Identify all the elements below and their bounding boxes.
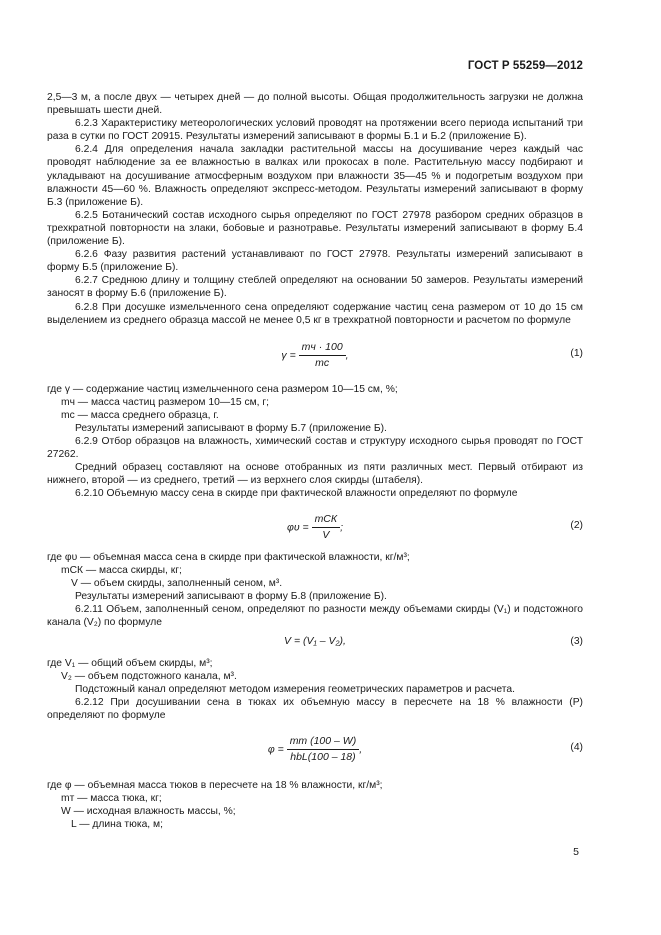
legend-line: где φυ — объемная масса сена в скирде при фактической влажности, кг/м³;	[47, 551, 410, 563]
paragraph-6-2-5: 6.2.5 Ботанический состав исходного сырья определяют по ГОСТ 27978 разбором средних образцов в трехкратной повторности на злаки, бобовые и разнотравье. Результаты измерений записывают в форму Б.4 (приложение Б).	[47, 209, 583, 248]
legend-line: mт — масса тюка, кг;	[61, 792, 162, 804]
paragraph-6-2-3: 6.2.3 Характеристику метеорологических условий проводят на протяжении всего периода испытаний три раза в сутки по ГОСТ 20915. Результаты измерений записывают в формы Б.1 и Б.2 (приложение Б).	[47, 118, 583, 143]
legend-line: mСК — масса скирды, кг;	[61, 564, 182, 576]
paragraph-6-2-4: 6.2.4 Для определения начала закладки растительной массы на досушивание через каждый час проводят наблюдение за ее влажностью в валках или прокосах в поле. Растительную массу подбирают и укладывают на досушивание атмосферным воздухом при влажности 35—45 % и подогретым воздухом при влажности 45—60 %. Влажность определяют экспресс-методом. Результаты измерений записывают в форму Б.3 (приложение Б).	[47, 144, 583, 208]
legend-line: где φ — объемная масса тюков в пересчете на 18 % влажности, кг/м³;	[47, 779, 383, 791]
paragraph-6-2-11: 6.2.11 Объем, заполненный сеном, определяют по разности между объемами скирды (V₁) и подстожного канала (V₂) по формуле	[47, 603, 583, 628]
formula-expression: V = (V₁ – V₂),	[284, 635, 346, 648]
paragraph-6-2-7: 6.2.7 Среднюю длину и толщину стеблей определяют на основании 50 замеров. Результаты измерений заносят в форму Б.6 (приложение Б).	[47, 275, 583, 300]
formula-lhs: φ =	[267, 742, 284, 755]
formula-fraction	[299, 341, 346, 370]
formula-numerator: mт (100 – W)	[287, 735, 360, 750]
formula-2	[47, 509, 583, 545]
formula-fraction	[312, 512, 344, 542]
paragraph-6-2-6: 6.2.6 Фазу развития растений устанавливают по ГОСТ 27978. Результаты измерений записывают в форму Б.5 (приложение Б).	[47, 249, 583, 274]
formula-number: (1)	[570, 347, 583, 359]
paragraph-6-2-9: 6.2.9 Отбор образцов на влажность, химический состав и структуру исходного сырья проводят по ГОСТ 27262.	[47, 436, 583, 461]
paragraph-results: Результаты измерений записывают в форму Б.7 (приложение Б).	[75, 422, 387, 434]
paragraph-6-2-10: 6.2.10 Объемную массу сена в скирде при фактической влажности определяют по формуле	[75, 488, 518, 500]
formula-4	[47, 731, 583, 773]
page-number: 5	[573, 846, 579, 858]
formula-number: (4)	[570, 741, 583, 753]
formula-lhs: φυ =	[286, 520, 309, 533]
formula-number: (3)	[570, 636, 583, 648]
formula-1	[47, 335, 583, 377]
formula-fraction	[287, 734, 363, 764]
paragraph-results: Результаты измерений записывают в форму Б.8 (приложение Б).	[75, 590, 387, 602]
formula-denominator: V	[322, 528, 330, 541]
formula-tail: ,	[345, 349, 349, 362]
formula-number: (2)	[570, 519, 583, 531]
legend-line: где γ — содержание частиц измельченного сена размером 10—15 см, %;	[47, 383, 398, 395]
paragraph: Средний образец составляют на основе отобранных из пяти различных мест. Первый отбирают из нижнего, второй — из среднего, третий — из верхнего слоя скирды (штабеля).	[47, 462, 583, 487]
formula-denominator: hbL(100 – 18)	[290, 750, 356, 763]
formula-lhs: γ =	[281, 349, 296, 362]
legend-line: W — исходная влажность массы, %;	[61, 805, 236, 817]
document-header: ГОСТ Р 55259—2012	[467, 60, 583, 72]
legend-line: V — объем скирды, заполненный сеном, м³.	[71, 577, 283, 589]
paragraph-6-2-12: 6.2.12 При досушивании сена в тюках их объемную массу в пересчете на 18 % влажности (P) определяют по формуле	[47, 697, 583, 722]
formula-3	[47, 633, 583, 653]
paragraph: 2,5—3 м, а после двух — четырех дней — до полной высоты. Общая продолжительность загрузки не должна превышать шести дней.	[47, 92, 583, 117]
legend-line: V₂ — объем подстожного канала, м³.	[61, 671, 237, 683]
formula-tail: ;	[340, 520, 344, 533]
formula-tail: ,	[359, 742, 363, 755]
formula-numerator: mч · 100	[299, 341, 346, 356]
legend-line: mс — масса среднего образца, г.	[61, 409, 219, 421]
paragraph-6-2-8: 6.2.8 При досушке измельченного сена определяют содержание частиц сена размером от 10 до 15 см выделением из среднего образца массой не менее 0,5 кг в трехкратной повторности и расчетом по формуле	[47, 301, 583, 326]
paragraph: Подстожный канал определяют методом измерения геометрических параметров и расчета.	[75, 684, 515, 696]
legend-line: L — длина тюка, м;	[71, 818, 163, 830]
formula-denominator: mс	[315, 356, 330, 369]
legend-line: mч — масса частиц размером 10—15 см, г;	[61, 396, 270, 408]
document-body	[47, 91, 583, 831]
legend-line: где V₁ — общий объем скирды, м³;	[47, 658, 213, 670]
formula-numerator: mСК	[312, 513, 341, 528]
